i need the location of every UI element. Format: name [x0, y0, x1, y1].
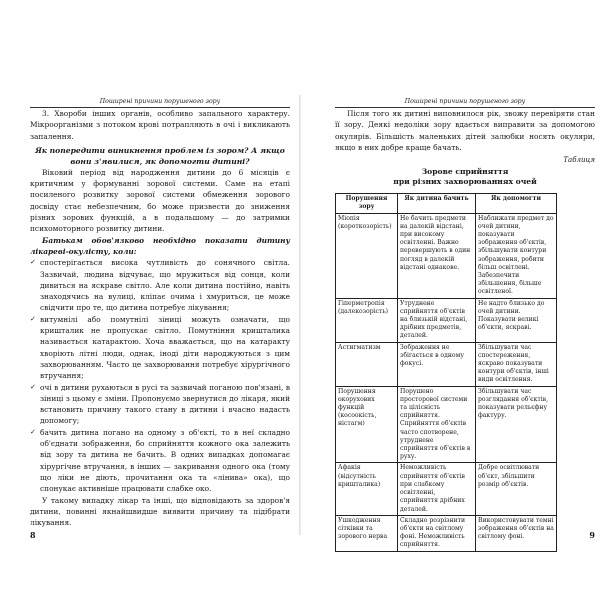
table-cell: Порушення окорухових функцій (косоокість, ністагм)	[336, 386, 398, 463]
check-mark-icon: ✓	[30, 382, 36, 391]
symptom-checklist	[30, 257, 290, 494]
question-heading: Як попередити виникнення проблем із зором? А якщо вони з'явилися, як допомогти дитині?	[35, 145, 285, 166]
left-page-body	[30, 108, 290, 528]
table-row	[336, 515, 557, 551]
checklist-item: ✓ витумнілі або помутнілі зіниці можуть означати, що кришталик не пропускає світло. Помутніння кришталика називається катарактою. Хоча вважається, що на катаракту хворіють літні люди, однак, іноді діти народжуються з цим захворюванням. Часто це захворювання потребує хірургічного втручання;	[30, 314, 290, 381]
book-spine	[299, 95, 301, 535]
table-row	[336, 386, 557, 463]
check-mark-icon: ✓	[30, 427, 36, 436]
right-page-body	[335, 108, 595, 153]
right-running-head: Поширені причини порушеного зору	[335, 98, 595, 108]
right-page-number: 9	[589, 530, 595, 540]
table-cell: Збільшувати час розглядання об'єктів, показувати рельєфну фактуру.	[476, 386, 557, 463]
parents-note: Батькам обов'язково необхідно показати дитину лікареві-окулісту, коли:	[30, 235, 290, 256]
left-page	[30, 98, 290, 538]
table-row	[336, 213, 557, 298]
table-cell: Наближати предмет до очей дитини, показувати зображення об'єктів, збільшувати контури зображення, робити більш освітлені. Забезпечити збільшення, більше освітленої.	[476, 213, 557, 298]
table-cell: Астигматизм	[336, 342, 398, 386]
table-row	[336, 463, 557, 515]
checklist-item: ✓ очі в дитини рухаються в русі та зазвичай поганою пов'язані, в зіниці з цьому є зміни. Пропонуємо звернутися до лікаря, який встановить причину такого стану в дитини і вчасно надасть допомогу;	[30, 382, 290, 426]
table-header-cell: Як допомогти	[476, 194, 557, 213]
table-title	[335, 167, 595, 187]
checklist-item: ✓ спостерігається висока чутливість до сонячного світла. Зазвичай, людина відчуває, що мружиться від сонця, коли дивиться на яскраве світло. Але коли дитина постійно, навіть знаходячись на вулиці, кліпає очима і хмуриться, це може свідчити про те, що дитина потребує лікування;	[30, 258, 290, 313]
table-cell: Афакія (відсутність кришталика)	[336, 463, 398, 515]
table-header-cell: Як дитина бачить	[398, 194, 476, 213]
vision-table	[335, 193, 557, 551]
left-page-number: 8	[30, 530, 36, 540]
right-page	[335, 98, 595, 549]
check-mark-icon: ✓	[30, 258, 36, 267]
opening-paragraph: 3. Хвороби інших органів, особливо запального характеру. Мікроорганізми з потоком крові потрапляють в очі і викликають запалення.	[30, 109, 290, 141]
table-cell: Ушкодження сітківки та зорового нерва	[336, 515, 398, 551]
table-header-cell: Порушення зору	[336, 194, 398, 213]
table-header-row	[336, 194, 557, 213]
table-cell: Використовувати темні зображення об'єктів на світлому фоні.	[476, 515, 557, 551]
table-cell: Складно розрізнити об'єкти на світлому фоні. Неможливість сприйняття.	[398, 515, 476, 551]
table-cell: Порушено просторової системи та цілісність сприйняття. Сприйняття об'єктів часто спотворене, утруднене сприйняття об'єктів в руху.	[398, 386, 476, 463]
table-cell: Добре освітлювати об'єкт, збільшити розмір об'єктів.	[476, 463, 557, 515]
checklist-item: ✓ бачить дитина погано на одному з об'єкті, то в неї складно об'єднати зображення, бо сприйняття кожного ока залежить від зору та дитина не бачить. В одних випадках допомагає хірургічне втручання, в інших — закривання одного ока (тому що ліки не діють, прочитання ока та «лінива» ока), що спонукає активніше працювати слабке око.	[30, 427, 290, 494]
table-title-line: Зорове сприйняття	[421, 167, 509, 177]
table-title-line: при різних захворюваннях очей	[393, 177, 537, 187]
table-cell: Зображення не збігається в одному фокусі.	[398, 342, 476, 386]
check-mark-icon: ✓	[30, 314, 36, 323]
table-row	[336, 298, 557, 342]
table-label: Таблиця	[563, 156, 595, 165]
table-cell: Міопія (короткозорість)	[336, 213, 398, 298]
closing-paragraph: У такому випадку лікар та інші, що відповідають за здоров'я дитини, повинні якнайшвидше виявити причину та підібрати лікування.	[30, 495, 290, 528]
table-row	[336, 342, 557, 386]
intro-paragraph: Віковий період від народження дитини до 6 місяців є критичним у формуванні зорової системи. Саме на етапі посиленого розвитку зорової системи обмеження зорового досвіду стає небезпечним, бо може призвести до зниження різних зорових функцій, а в подальшому — до затримки психомоторного розвитку дитини.	[30, 167, 290, 234]
table-cell: Не бачить предмети на далекій відстані, при високому освітленні. Важно перевершують в один погляд в далекій відстані однакове.	[398, 213, 476, 298]
table-cell: Не надто близько до очей дитини. Показувати великі об'єкти, яскраві.	[476, 298, 557, 342]
table-cell: Збільшувати час спостереження, яскраво показувати контури об'єктів, інші види освітлення.	[476, 342, 557, 386]
left-running-head: Поширені причини порушеного зору	[30, 98, 290, 108]
top-paragraph: Після того як дитині виповнилося рік, звожу перевіряти стан її зору. Деякі недоліки зору вдається виправити за допомогою окулярів. Більшість маленьких дітей залюбки носять окуляри, якщо в них добре краще бачать.	[335, 109, 595, 152]
table-cell: Неможливість сприйняття об'єктів при слабкому освітленні, сприйняття дрібних деталей.	[398, 463, 476, 515]
table-cell: Гіперметропія (далекозорість)	[336, 298, 398, 342]
table-cell: Утруднене сприйняття об'єктів на близькій відстані, дрібних предметів, деталей.	[398, 298, 476, 342]
